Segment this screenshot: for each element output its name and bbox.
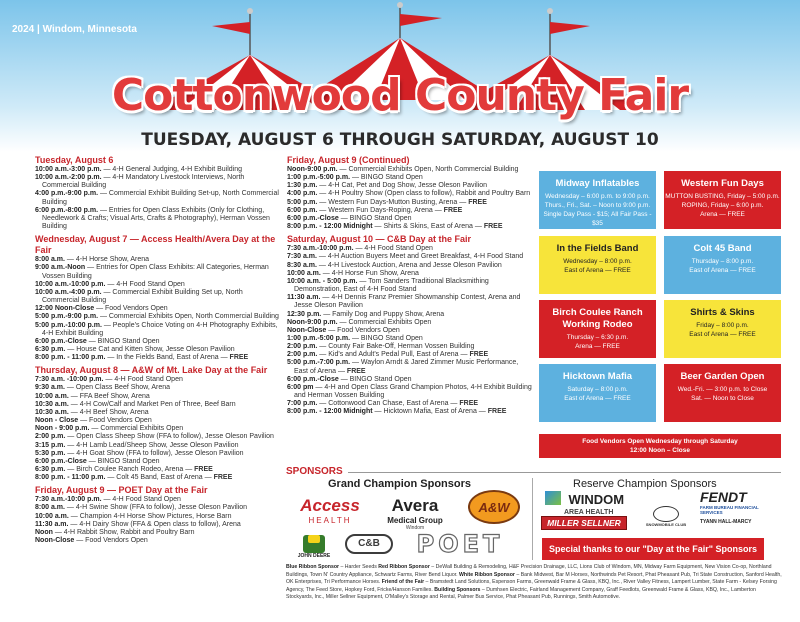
schedule-event: [287, 278, 534, 294]
grand-champion-title: Grand Champion Sponsors: [328, 478, 472, 490]
featured-event-detail: Arena — FREE: [700, 211, 745, 218]
cb-logo: [345, 534, 393, 554]
fair-dates: TUESDAY, AUGUST 6 THROUGH SATURDAY, AUGUST 10: [141, 130, 659, 150]
event-description: — Commercial Exhibits Open: [337, 318, 432, 326]
event-time: 5:00 p.m.-7:00 p.m.: [287, 359, 351, 367]
schedule-event: [35, 305, 280, 313]
event-time: 6:00 p.m.-8:00 p.m.: [35, 206, 99, 214]
featured-event-detail: Thurs., Fri., Sat. – Noon to 9:00 p.m.: [544, 202, 651, 209]
schedule-event: [35, 504, 280, 512]
avera-logo: [375, 496, 455, 531]
schedule-event: [35, 354, 280, 362]
event-time: 2:00 p.m.: [35, 433, 66, 441]
day-heading: Friday, August 9 (Continued): [287, 155, 410, 165]
access-health-logo: [290, 496, 370, 525]
event-time: 8:00 p.m. - 12:00 Midnight: [287, 408, 373, 416]
event-time: 10:00 a.m.-3:00 p.m.: [35, 166, 102, 173]
event-description: — 4-H General Judging, 4-H Exhibit Building: [101, 166, 242, 173]
featured-event-box: [664, 364, 781, 422]
featured-event-detail: Thursday – 6:30 p.m.: [566, 334, 629, 341]
schedule-event: [287, 327, 534, 335]
event-description: — Open Class Beef Show, Arena: [64, 384, 171, 392]
schedule-event: [287, 215, 534, 223]
featured-event-detail: Friday – 8:00 p.m.: [696, 322, 749, 329]
schedule-event: [35, 376, 280, 384]
sponsor-fine-print: [286, 564, 783, 602]
event-time: 8:00 p.m. - 12:00 Midnight: [287, 223, 373, 231]
event-description: — Colt 45 Band, East of Arena —: [105, 474, 214, 482]
deer-icon: [303, 535, 325, 553]
event-time: 11:30 a.m.: [35, 520, 69, 528]
day-at-fair-thanks-banner: Special thanks to our "Day at the Fair" Sponsors: [542, 538, 764, 560]
event-time: Noon-Close: [287, 326, 327, 334]
sponsor-column-divider: [532, 478, 533, 560]
schedule-event: [35, 256, 280, 264]
avera-logo-sub: Medical Group: [387, 516, 443, 525]
free-label: FREE: [483, 223, 503, 231]
event-description: — Tom Sanders Traditional Blacksmithing Demonstration, East of 4-H Food Stand: [294, 277, 489, 294]
event-time: 7:30 a.m. -10:00 p.m.: [35, 376, 104, 384]
schedule-event: [35, 393, 280, 401]
schedule-event: [287, 319, 534, 327]
event-description: — Western Fun Days-Mutton Busting, Arena —: [317, 198, 469, 206]
featured-event-detail: Saturday – 8:00 p.m.: [567, 386, 628, 393]
schedule-event: [287, 270, 534, 278]
event-time: 12:00 Noon-Close: [35, 305, 95, 313]
event-description: — In the Fields Band, East of Arena —: [105, 354, 230, 362]
event-description: — BINGO Stand Open: [86, 337, 160, 345]
schedule-event: [35, 458, 280, 466]
event-time: Noon-9:00 p.m.: [287, 318, 338, 326]
windom-logo-sub: AREA HEALTH: [564, 509, 614, 516]
event-time: 8:00 p.m. - 11:00 p.m.: [35, 354, 106, 362]
event-time: 6:00 pm: [287, 383, 314, 391]
schedule-event: [287, 351, 534, 359]
food-vendors-line2: 12:00 Noon – Close: [630, 447, 690, 454]
event-description: — 4-H Swine Show (FFA to follow), Jesse Oleson Pavilion: [64, 504, 248, 512]
event-description: — BINGO Stand Open: [86, 457, 160, 465]
event-time: 3:15 p.m.: [35, 441, 66, 449]
sponsor-level-names: – Bank Midwest, Bar M Horses, Northwinds Pet Resort, Phat Pheasant Pub, Tri State Construction, Sanford Health, OK Enterprises, Tri Performance Horses.: [286, 571, 782, 586]
schedule-event: [35, 384, 280, 392]
event-time: 6:00 p.m.-Close: [287, 375, 339, 383]
event-time: Noon-9:00 p.m.: [287, 166, 338, 173]
event-description: — BINGO Stand Open: [350, 174, 423, 182]
event-description: — 4-H Lamb Lead/Sheep Show, Jesse Oleson Pavilion: [65, 441, 239, 449]
schedule-event: [35, 281, 280, 289]
event-time: 10:00 a.m.-2:00 p.m.: [35, 174, 102, 182]
free-label: FREE: [487, 408, 507, 416]
event-time: 2:00 p.m.: [287, 351, 318, 359]
event-description: — 4-H and Open Class Grand Champion Photos, 4-H Exhibit Building and Herman Vossen Building: [294, 383, 532, 400]
schedule-event: [35, 174, 280, 190]
event-description: — 4-H Dennis Franz Premier Showmanship Contest, Arena and Jesse Oleson Pavilion: [294, 294, 521, 310]
event-time: 8:00 a.m.: [35, 504, 65, 512]
featured-event-box: [664, 171, 781, 229]
avera-logo-text: Avera: [391, 496, 439, 515]
featured-event-detail: East of Arena — FREE: [689, 331, 756, 338]
schedule-event: [35, 338, 280, 346]
sponsor-level-names: – Bramstedt Land Solutions, Espenson Farms, Greenwald Frame & Glass, KBQ, Inc., River Valley Fitness, Lampert Lumber, State Farm - Kelsey Forsing Agency, The Feed Store, Hopkey Ford, Fricke/Hanson Families.: [286, 579, 777, 593]
event-time: 6:00 p.m.-Close: [287, 214, 339, 222]
day-heading: Tuesday, August 6: [35, 155, 114, 165]
event-time: 10:00 a.m.: [287, 269, 321, 277]
sponsor-level-label: Red Ribbon Sponsor: [378, 564, 430, 570]
schedule-event: [287, 376, 534, 384]
day-heading: Saturday, August 10 — C&B Day at the Fair: [287, 234, 472, 245]
cb-logo-text: C&B: [358, 538, 380, 549]
event-time: 6:00 p.m.: [287, 206, 318, 214]
event-time: 10:00 a.m.: [35, 512, 69, 520]
access-logo-text: Access: [300, 496, 360, 515]
event-time: 5:00 p.m.-9:00 p.m.: [35, 313, 99, 321]
featured-event-title: Birch Coulee Ranch Working Rodeo: [552, 307, 643, 330]
event-time: Noon: [35, 528, 53, 536]
schedule-event: [35, 409, 280, 417]
event-description: — 4-H Food Stand Open: [101, 496, 181, 504]
free-label: FREE: [469, 351, 489, 359]
free-label: FREE: [443, 206, 463, 214]
schedule-event: [287, 207, 534, 215]
schedule-event: [287, 343, 534, 351]
schedule-event: [35, 313, 280, 321]
event-description: — Commercial Exhibit Building Set up, North Commercial Building: [42, 288, 243, 305]
schedule-event: [287, 359, 534, 375]
free-label: FREE: [229, 354, 249, 362]
featured-event-detail: MUTTON BUSTING, Friday – 5:00 p.m.: [665, 193, 780, 200]
event-description: — Entries for Open Class Exhibits: All Categories, Herman Vossen Building: [42, 264, 269, 280]
free-label: FREE: [459, 400, 479, 408]
fair-header: [0, 0, 800, 152]
event-description: — Food Vendors Open: [74, 537, 148, 545]
featured-event-box: [539, 364, 656, 422]
john-deere-logo: [296, 530, 332, 559]
schedule-event: [35, 190, 280, 206]
sponsor-level-names: – Dumhsen Electric, Fairland Management Company, Graff Feedlots, Greenwald Frame & Glass, KBQ, Inc., Lamberton Stockyards, Inc., Miller Sellner Equipment, O'Malley's Storage and Rental, Palmer Bus Service, Phat Pheasant Pub, Runnings, Smith Automotive.: [286, 586, 756, 601]
event-time: Noon - Close: [35, 417, 79, 425]
schedule-column-2: [287, 155, 534, 417]
event-description: — Western Fun Days-Roping, Arena —: [317, 206, 444, 214]
snowmobile-icon: [653, 506, 679, 522]
schedule-event: [35, 442, 280, 450]
event-time: 10:00 a.m.-10:00 p.m.: [35, 280, 106, 288]
event-description: — Commercial Exhibits Open: [89, 425, 184, 433]
event-description: — Commercial Exhibits Open, North Commercial Building: [337, 166, 519, 173]
featured-event-title: Hicktown Mafia: [562, 371, 633, 382]
event-description: — Commercial Exhibits Open, North Commercial Building: [98, 313, 279, 321]
schedule-event: [287, 190, 534, 198]
schedule-event: [35, 166, 280, 174]
event-description: — Hicktown Mafia, East of Arena —: [372, 408, 488, 416]
avera-logo-sub2: Windom: [405, 525, 425, 531]
reserve-champion-title: Reserve Champion Sponsors: [573, 478, 717, 490]
event-description: — Commercial Exhibit Building Set-up, North Commercial Building: [42, 190, 279, 206]
schedule-event: [35, 401, 280, 409]
event-time: 8:00 p.m. - 11:00 p.m.: [35, 474, 106, 482]
schedule-event: [35, 521, 280, 529]
featured-event-title: Western Fun Days: [681, 178, 764, 189]
featured-event-detail: East of Arena — FREE: [689, 267, 756, 274]
fendt-logo-sub2: TYANN HALL-MARCY: [700, 519, 752, 525]
sponsor-level-label: Blue Ribbon Sponsor: [286, 564, 340, 570]
featured-event-detail: East of Arena — FREE: [564, 267, 631, 274]
schedule-event: [35, 466, 280, 474]
event-time: 1:00 p.m.-5:00 p.m.: [287, 174, 351, 182]
event-description: — 4-H Rabbit Show, Rabbit and Poultry Barn: [52, 528, 195, 536]
schedule-event: [35, 289, 280, 305]
featured-event-box: [539, 300, 656, 358]
event-time: 6:00 p.m.-Close: [35, 457, 87, 465]
aw-logo: [468, 490, 520, 524]
event-description: — 4-H Horse Show, Arena: [64, 256, 150, 264]
event-description: — Champion 4-H Horse Show Pictures, Horse Barn: [68, 512, 232, 520]
schedule-event: [287, 294, 534, 310]
deere-logo-text: JOHN DEERE: [297, 553, 331, 559]
event-time: 10:00 a.m.-4:00 p.m.: [35, 288, 102, 296]
schedule-event: [287, 335, 534, 343]
schedule-event: [35, 496, 280, 504]
schedule-event: [287, 262, 534, 270]
event-time: 4:00 p.m.-9:00 p.m.: [35, 190, 99, 198]
featured-event-detail: Wednesday – 6:00 p.m. to 9:00 p.m.: [545, 193, 650, 200]
event-description: — 4-H Food Stand Open: [353, 245, 433, 253]
snowmobile-logo-text: SNOWMOBILE CLUB: [645, 522, 687, 527]
event-time: 6:00 p.m.-Close: [35, 337, 87, 345]
event-description: — Entries for Open Class Exhibits (Only for Clothing, Needlework & Crafts; Visual Arts, Crafts & Photography), Herman Vossen Building: [42, 206, 270, 231]
event-time: 5:30 p.m.: [35, 449, 66, 457]
miller-sellner-logo: [541, 516, 627, 530]
event-time: 7:00 p.m.: [287, 400, 318, 408]
featured-event-detail: Sat. — Noon to Close: [691, 395, 754, 402]
event-description: — BINGO Stand Open: [338, 214, 412, 222]
event-time: 12:30 p.m.: [287, 310, 322, 318]
event-time: Noon - 9:00 p.m.: [35, 425, 90, 433]
sponsors-heading: SPONSORS: [286, 466, 343, 477]
schedule-event: [35, 537, 280, 545]
event-description: — Birch Coulee Ranch Rodeo, Arena —: [65, 466, 195, 473]
event-time: 2:00 p.m.: [287, 343, 318, 351]
event-time: 9:30 a.m.: [35, 384, 65, 392]
schedule-event: [287, 408, 534, 416]
event-time: 7:30 a.m.-10:00 p.m.: [287, 245, 354, 253]
event-description: — 4-H Cat, Pet and Dog Show, Jesse Oleson Pavilion: [317, 182, 487, 190]
event-description: — 4-H Food Stand Open: [105, 280, 185, 288]
snowmobile-club-logo: [640, 506, 692, 527]
event-description: — Food Vendors Open: [78, 417, 152, 425]
event-description: — 4-H Horse Fun Show, Arena: [320, 269, 419, 277]
schedule-event: [287, 223, 534, 231]
event-description: — FFA Beef Show, Arena: [68, 392, 150, 400]
access-logo-sub: HEALTH: [308, 516, 352, 525]
schedule-event: [35, 346, 280, 354]
featured-event-box: [539, 171, 656, 229]
free-label: FREE: [468, 198, 487, 206]
event-time: 4:00 p.m.: [287, 190, 318, 198]
schedule-event: [35, 425, 280, 433]
event-time: 10:30 a.m.: [35, 400, 69, 408]
day-heading: Friday, August 9 — POET Day at the Fair: [35, 485, 208, 496]
schedule-event: [35, 433, 280, 441]
event-description: — Food Vendors Open: [326, 326, 400, 334]
event-time: 10:00 a.m. - 5:00 p.m.: [287, 277, 358, 285]
schedule-column-1: [35, 155, 280, 545]
event-description: — 4-H Mandatory Livestock Interviews, North Commercial Building: [42, 174, 245, 190]
event-time: 6:30 p.m.: [35, 466, 66, 473]
event-description: — 4-H Dairy Show (FFA & Open class to follow), Arena: [68, 520, 241, 528]
featured-event-detail: Arena — FREE: [575, 343, 620, 350]
event-description: — Kid's and Adult's Pedal Pull, East of Arena —: [317, 351, 470, 359]
food-vendors-banner: [539, 434, 781, 458]
event-description: — 4-H Livestock Auction, Arena and Jesse Oleson Pavilion: [316, 261, 502, 269]
event-description: — 4-H Cow/Calf and Market Pen of Three, Beef Barn: [68, 400, 236, 408]
event-description: — 4-H Poultry Show (Open class to follow), Rabbit and Poultry Barn: [317, 190, 531, 198]
event-time: 5:00 p.m.-10:00 p.m.: [35, 321, 102, 329]
event-description: — 4-H Goat Show (FFA to follow), Jesse Oleson Pavilion: [65, 449, 244, 457]
year-location: 2024 | Windom, Minnesota: [12, 24, 137, 35]
featured-event-title: Midway Inflatables: [555, 178, 640, 189]
fendt-logo: [700, 489, 780, 525]
featured-event-title: In the Fields Band: [556, 243, 639, 254]
featured-event-box: [664, 300, 781, 358]
featured-event-title: Colt 45 Band: [693, 243, 752, 254]
event-time: 9:00 a.m.-Noon: [35, 264, 86, 272]
event-description: — People's Choice Voting on 4-H Photography Exhibits, 4-H Exhibit Building: [42, 321, 278, 337]
featured-event-title: Shirts & Skins: [690, 307, 755, 318]
w-mark-icon: [545, 491, 561, 505]
event-description: — 4-H Food Stand Open: [103, 376, 183, 384]
event-description: — Open Class Sheep Show (FFA to follow), Jesse Oleson Pavilion: [65, 433, 274, 441]
event-time: 10:30 a.m.: [35, 408, 69, 416]
schedule-event: [287, 174, 534, 182]
free-label: FREE: [346, 367, 366, 375]
featured-event-detail: Wednesday – 8:00 p.m.: [563, 258, 632, 265]
event-time: 11:30 a.m.: [287, 294, 321, 302]
schedule-event: [287, 182, 534, 190]
schedule-event: [287, 245, 534, 253]
event-time: 1:00 p.m.-5:00 p.m.: [287, 334, 351, 342]
event-description: — Cottonwood Can Chase, East of Arena —: [317, 400, 460, 408]
event-time: 8:00 a.m.: [35, 256, 65, 264]
event-description: — BINGO Stand Open: [338, 375, 412, 383]
featured-event-detail: East of Arena — FREE: [564, 395, 631, 402]
event-time: 7:30 a.m.: [287, 253, 317, 261]
featured-event-detail: Single Day Pass - $15; All Fair Pass - $35: [543, 211, 652, 227]
sponsor-level-names: – DeWall Building & Remodeling, H&F Precision Drainage, LLC, Lions Club of Windom, MN, Midway Farm Equipment, New Vision Co-op, Northland Buildings, Town N' Country Appliance, Schwartz Farms, River Bend Liquor.: [286, 564, 772, 578]
event-description: — Family Dog and Puppy Show, Arena: [321, 310, 445, 318]
schedule-event: [35, 513, 280, 521]
sponsor-level-label: White Ribbon Sponsor: [459, 571, 515, 578]
event-description: — Waylon Arndt & Jared Zimmer Music Performance, East of Arena —: [294, 359, 519, 375]
event-description: — Shirts & Skins, East of Arena —: [372, 223, 484, 231]
day-heading: Thursday, August 8 — A&W of Mt. Lake Day at the Fair: [35, 365, 268, 376]
featured-event-detail: ROPING, Friday – 6:00 p.m.: [681, 202, 764, 209]
schedule-event: [287, 311, 534, 319]
event-time: 5:00 p.m.: [287, 198, 318, 206]
windom-logo-text: WINDOM: [568, 492, 625, 507]
poet-logo: [405, 530, 515, 558]
event-description: — Food Vendors Open: [94, 305, 168, 313]
miller-logo-text: MILLER SELLNER: [547, 518, 621, 528]
event-time: 6:30 p.m.: [35, 345, 66, 353]
event-time: 1:30 p.m.: [287, 182, 318, 190]
fendt-logo-text: FENDT: [700, 489, 747, 505]
sponsor-level-label: Building Sponsors: [434, 586, 481, 593]
schedule-event: [35, 474, 280, 482]
fendt-logo-sub: FARM BUREAU FINANCIAL SERVICES: [700, 505, 759, 515]
event-time: 8:30 a.m.: [287, 261, 317, 269]
schedule-event: [35, 207, 280, 231]
aw-logo-text: A&W: [478, 500, 510, 515]
day-heading: Wednesday, August 7 — Access Health/Avera Day at the Fair: [35, 234, 276, 256]
schedule-event: [287, 384, 534, 400]
featured-event-detail: Thursday – 8:00 p.m.: [691, 258, 754, 265]
poet-logo-text: POET: [416, 530, 504, 558]
event-description: — County Fair Bake-Off, Herman Vossen Building: [317, 343, 475, 351]
schedule-event: [35, 322, 280, 338]
schedule-event: [287, 400, 534, 408]
schedule-event: [35, 450, 280, 458]
event-description: — House Cat and Kitten Show, Jesse Oleson Pavilion: [65, 345, 235, 353]
event-description: — 4-H Auction Buyers Meet and Greet Breakfast, 4-H Food Stand: [316, 253, 524, 261]
schedule-event: [287, 199, 534, 207]
event-time: Noon-Close: [35, 537, 75, 545]
event-time: 7:30 a.m.-10:00 p.m.: [35, 496, 102, 504]
schedule-event: [35, 529, 280, 537]
free-label: FREE: [213, 474, 233, 482]
event-description: — 4-H Beef Show, Arena: [68, 408, 149, 416]
featured-event-box: [539, 236, 656, 294]
event-time: 10:00 a.m.: [35, 392, 69, 400]
schedule-event: [287, 253, 534, 261]
free-label: FREE: [194, 466, 213, 473]
fair-title: Cottonwood County Fair: [111, 70, 689, 121]
sponsors-divider: [348, 472, 781, 473]
schedule-event: [35, 264, 280, 280]
featured-event-box: [664, 236, 781, 294]
featured-event-title: Beer Garden Open: [680, 371, 765, 382]
food-vendors-line1: Food Vendors Open Wednesday through Saturday: [582, 438, 738, 445]
schedule-event: [287, 166, 534, 174]
event-description: — BINGO Stand Open: [350, 334, 423, 342]
featured-event-detail: Wed.-Fri. — 3:00 p.m. to Close: [677, 386, 768, 393]
sponsor-level-names: – Harder Seeds: [339, 564, 379, 570]
schedule-event: [35, 417, 280, 425]
sponsor-level-label: Friend of the Fair: [381, 579, 425, 586]
